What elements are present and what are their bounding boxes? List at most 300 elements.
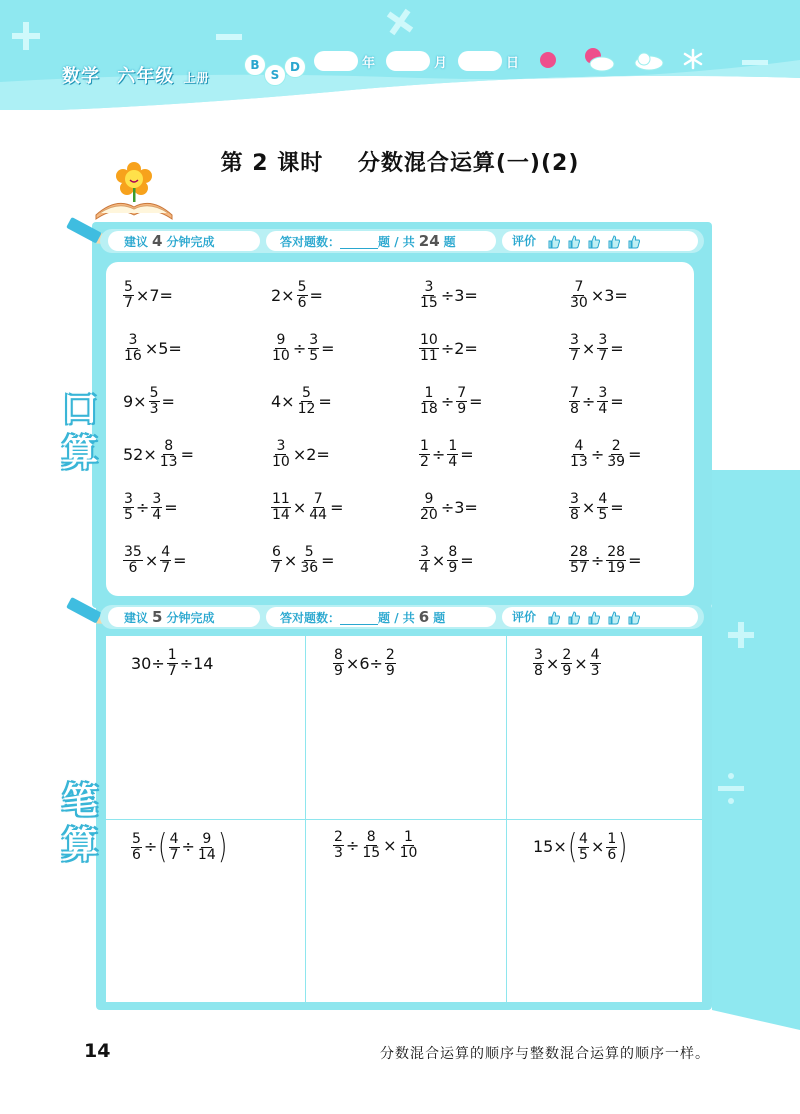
fraction	[590, 648, 601, 679]
fraction	[569, 492, 580, 523]
numerator: 28	[607, 544, 626, 560]
denominator: 12	[297, 401, 316, 417]
denominator: 14	[197, 846, 216, 863]
denominator: 7	[570, 348, 579, 364]
denominator: 4	[420, 560, 429, 576]
numerator: 3	[420, 544, 429, 560]
rating-label: 评价	[512, 234, 537, 248]
fraction	[297, 280, 308, 311]
expr-text: ÷	[440, 391, 455, 411]
edition-letter-s: S	[264, 64, 286, 86]
correct-count-field[interactable]	[340, 237, 378, 249]
fraction	[597, 333, 608, 364]
numerator: 2	[334, 829, 343, 845]
oral-problem	[270, 545, 336, 576]
oral-problem	[568, 386, 625, 417]
denominator: 5	[579, 846, 588, 863]
fraction	[569, 280, 589, 311]
numerator: 4	[574, 438, 584, 454]
expr-text: ×3=	[590, 285, 628, 305]
numerator: 8	[448, 544, 458, 560]
numerator: 1	[424, 385, 434, 401]
fraction	[561, 648, 572, 679]
fraction	[569, 333, 580, 364]
numerator: 5	[149, 385, 159, 401]
fraction	[271, 492, 291, 523]
numerator: 4	[590, 647, 600, 663]
written-side-label-1: 笔	[61, 781, 98, 822]
thumbs-up-icon[interactable]	[547, 611, 560, 625]
subject-label: 数学	[62, 66, 100, 87]
expr-text: =	[321, 550, 335, 570]
thumbs-up-icon[interactable]	[547, 235, 560, 249]
numerator: 3	[276, 438, 286, 454]
expr-text: 4×	[271, 391, 295, 411]
expr-text: ÷	[345, 835, 360, 855]
snowflake-icon[interactable]	[682, 48, 704, 70]
expr-text: ÷	[181, 837, 195, 856]
fraction	[399, 830, 419, 861]
expr-text: ×6÷	[345, 653, 383, 673]
numerator: 4	[598, 491, 608, 507]
denominator: 36	[300, 560, 319, 576]
numerator: 28	[570, 544, 588, 560]
denominator: 9	[385, 663, 395, 679]
denominator: 16	[124, 348, 142, 364]
numerator: 3	[570, 491, 579, 507]
expr-text: ÷	[135, 497, 150, 517]
fraction	[308, 333, 319, 364]
expr-text: ×	[581, 338, 596, 358]
expr-text: 52×	[123, 444, 157, 464]
numerator: 1	[420, 438, 429, 454]
fraction	[333, 830, 344, 861]
denominator: 39	[607, 454, 626, 470]
denominator: 9	[562, 663, 572, 679]
page-number: 14	[84, 1040, 111, 1062]
written-problem	[532, 648, 602, 679]
denominator: 6	[128, 560, 138, 576]
denominator: 15	[420, 295, 438, 311]
numerator: 3	[424, 279, 434, 295]
fraction	[123, 545, 143, 576]
expr-text: 9×	[123, 391, 147, 411]
day-label: 日	[506, 56, 520, 71]
expr-text: ÷	[581, 391, 596, 411]
fraction	[123, 280, 134, 311]
edition-letter-b: B	[244, 54, 266, 76]
expr-text: =	[318, 391, 332, 411]
expr-text: ×	[383, 835, 397, 855]
expr-text: =	[610, 497, 624, 517]
expr-text: =	[460, 444, 474, 464]
suggest-label: 建议	[124, 611, 149, 625]
total-suffix: 题	[433, 611, 446, 625]
denominator: 9	[334, 663, 343, 679]
oral-info-bar	[100, 229, 704, 253]
denominator: 11	[420, 348, 438, 364]
oral-problem	[418, 492, 479, 523]
oral-time-pill	[108, 231, 260, 251]
written-problem	[130, 827, 228, 867]
thumbs-up-icon[interactable]	[627, 235, 640, 249]
numerator: 7	[457, 385, 467, 401]
oral-problem	[418, 439, 475, 470]
denominator: 6	[297, 295, 307, 311]
fraction	[385, 648, 396, 679]
numerator: 1	[404, 829, 413, 845]
oral-problem	[418, 545, 475, 576]
denominator: 4	[448, 454, 458, 470]
rating-label: 评价	[512, 610, 537, 624]
divider-h	[106, 819, 702, 820]
fraction	[308, 492, 328, 523]
expr-text: =	[330, 497, 344, 517]
flower-book-icon	[94, 155, 176, 223]
fraction	[533, 648, 544, 679]
suggest-label: 建议	[124, 235, 149, 249]
year-label: 年	[362, 56, 376, 71]
expr-text: ×	[431, 550, 446, 570]
expr-text: =	[173, 550, 187, 570]
grade-label: 六年级	[117, 66, 175, 87]
denominator: 7	[272, 560, 281, 576]
expr-text: ÷3=	[440, 497, 478, 517]
parenthesis: (	[158, 827, 168, 867]
expr-text: =	[610, 338, 624, 358]
denominator: 7	[167, 663, 177, 679]
minutes-value: 4	[152, 232, 163, 250]
numerator: 5	[132, 830, 141, 847]
volume-label: 上册	[183, 71, 210, 85]
expr-text: ×	[283, 550, 298, 570]
expr-text: ×5=	[144, 338, 182, 358]
minutes-value: 5	[152, 608, 163, 626]
expr-text: ×	[545, 653, 560, 673]
numerator: 35	[124, 544, 142, 560]
numerator: 3	[534, 647, 543, 663]
numerator: 4	[169, 830, 179, 847]
denominator: 13	[570, 454, 588, 470]
numerator: 1	[448, 438, 458, 454]
numerator: 1	[607, 830, 617, 847]
fraction	[131, 832, 142, 863]
numerator: 7	[570, 385, 579, 401]
oral-problem	[270, 439, 331, 470]
denominator: 30	[570, 295, 588, 311]
expr-text: ×	[144, 550, 159, 570]
year-field[interactable]	[314, 51, 358, 71]
fraction	[160, 545, 171, 576]
numerator: 3	[570, 332, 579, 348]
numerator: 3	[309, 332, 319, 348]
fraction	[149, 386, 160, 417]
oral-problem	[122, 386, 176, 417]
denominator: 3	[590, 663, 600, 679]
denominator: 8	[534, 663, 543, 679]
numerator: 7	[574, 279, 584, 295]
denominator: 7	[161, 560, 171, 576]
minutes-suffix: 分钟完成	[166, 611, 215, 625]
numerator: 4	[161, 544, 171, 560]
expr-text: ÷	[143, 837, 158, 856]
correct-count-field[interactable]	[340, 613, 378, 625]
expr-text: ÷2=	[440, 338, 478, 358]
oral-problem	[270, 386, 333, 417]
numerator: 3	[152, 491, 162, 507]
fraction	[419, 439, 430, 470]
numerator: 5	[304, 544, 314, 560]
denominator: 20	[420, 507, 438, 523]
fraction	[123, 492, 134, 523]
fraction	[271, 545, 282, 576]
numerator: 8	[164, 438, 174, 454]
correct-label: 答对题数：	[280, 235, 341, 249]
fraction	[447, 545, 458, 576]
parenthesis: )	[618, 827, 628, 867]
fraction	[578, 832, 589, 863]
numerator: 9	[202, 830, 212, 847]
denominator: 6	[132, 846, 141, 863]
numerator: 5	[302, 385, 311, 401]
total-value: 24	[418, 232, 440, 250]
numerator: 8	[366, 829, 376, 845]
fraction	[333, 648, 344, 679]
expr-text: ×7=	[135, 285, 173, 305]
oral-problem	[122, 439, 195, 470]
fraction	[419, 386, 439, 417]
denominator: 57	[570, 560, 588, 576]
denominator: 7	[169, 846, 179, 863]
thumbs-up-icon[interactable]	[607, 235, 620, 249]
expr-text: =	[161, 391, 175, 411]
denominator: 5	[309, 348, 319, 364]
edition-letter-d: D	[284, 56, 306, 78]
footer-note: 分数混合运算的顺序与整数混合运算的顺序一样。	[380, 1046, 710, 1062]
parenthesis: (	[567, 827, 578, 867]
numerator: 9	[424, 491, 434, 507]
numerator: 2	[562, 647, 572, 663]
denominator: 7	[598, 348, 608, 364]
expr-text: ÷	[590, 444, 605, 464]
total-value: 6	[418, 608, 430, 626]
fraction	[419, 545, 430, 576]
oral-score-pill	[266, 231, 496, 251]
thumbs-up-icon[interactable]	[587, 235, 600, 249]
fraction	[419, 333, 439, 364]
written-time-pill	[108, 607, 260, 627]
total-suffix: 题	[443, 235, 456, 249]
expr-text: =	[469, 391, 483, 411]
expr-text: ÷3=	[440, 285, 478, 305]
expr-text: =	[628, 550, 642, 570]
expr-text: ÷	[292, 338, 307, 358]
oral-problem	[568, 280, 629, 311]
denominator: 13	[159, 454, 178, 470]
fraction	[271, 439, 291, 470]
fraction	[169, 832, 180, 863]
correct-label: 答对题数：	[280, 611, 341, 625]
oral-problem	[270, 492, 344, 523]
numerator: 3	[128, 332, 138, 348]
fraction	[159, 439, 179, 470]
expr-text: =	[321, 338, 335, 358]
thumbs-up-icon[interactable]	[627, 611, 640, 625]
oral-problem	[122, 280, 174, 311]
denominator: 19	[607, 560, 626, 576]
expr-text: ÷	[431, 444, 446, 464]
numerator: 2	[385, 647, 395, 663]
written-rating-pill	[502, 607, 698, 627]
expr-text: 2×	[271, 285, 295, 305]
fraction	[271, 333, 291, 364]
denominator: 4	[598, 401, 608, 417]
written-info-bar	[100, 605, 704, 629]
numerator: 8	[334, 647, 343, 663]
expr-text: =	[628, 444, 642, 464]
numerator: 11	[272, 491, 290, 507]
written-problem	[532, 827, 628, 867]
fraction	[606, 439, 626, 470]
fraction	[569, 386, 580, 417]
numerator: 6	[272, 544, 281, 560]
numerator: 1	[167, 647, 177, 663]
denominator: 9	[457, 401, 467, 417]
expr-text: ×	[590, 837, 605, 856]
fraction	[167, 648, 178, 679]
written-score-pill	[266, 607, 496, 627]
fraction	[606, 832, 617, 863]
denominator: 5	[598, 507, 608, 523]
sun-icon[interactable]	[540, 52, 556, 68]
oral-problem	[568, 545, 642, 576]
fraction	[569, 545, 589, 576]
denominator: 2	[420, 454, 429, 470]
numerator: 9	[276, 332, 286, 348]
written-problem	[130, 648, 214, 679]
total-prefix: 题 / 共	[378, 235, 415, 249]
denominator: 10	[272, 348, 290, 364]
denominator: 44	[309, 507, 328, 523]
cloud-icon[interactable]	[632, 50, 666, 72]
denominator: 4	[152, 507, 162, 523]
fraction	[197, 832, 217, 863]
denominator: 7	[124, 295, 133, 311]
expr-text: ×	[574, 653, 588, 673]
denominator: 5	[124, 507, 133, 523]
fraction	[297, 386, 317, 417]
denominator: 8	[570, 507, 579, 523]
oral-problem	[270, 280, 324, 311]
side-decoration	[700, 470, 800, 1030]
fraction	[606, 545, 626, 576]
numerator: 5	[297, 279, 307, 295]
written-side-label-2: 算	[61, 825, 98, 866]
numerator: 3	[598, 332, 608, 348]
oral-problem	[418, 280, 479, 311]
expr-text: ×	[292, 497, 307, 517]
oral-problem	[418, 333, 479, 364]
lesson-title: 第 2 课时 分数混合运算(一)(2)	[220, 151, 580, 176]
total-prefix: 题 / 共	[378, 611, 415, 625]
oral-problem	[568, 492, 625, 523]
oral-rating-pill	[502, 231, 698, 251]
oral-problem	[122, 333, 183, 364]
numerator: 3	[598, 385, 608, 401]
oral-side-label-1: 口	[61, 389, 98, 430]
written-problem	[332, 648, 397, 679]
fraction	[456, 386, 467, 417]
denominator: 3	[334, 845, 343, 861]
denominator: 9	[448, 560, 458, 576]
denominator: 8	[570, 401, 579, 417]
minutes-suffix: 分钟完成	[166, 235, 215, 249]
numerator: 7	[313, 491, 323, 507]
expr-text: =	[180, 444, 194, 464]
sun-cloud-icon[interactable]	[582, 46, 616, 72]
expr-text: ×2=	[292, 444, 330, 464]
thumbs-up-icon[interactable]	[607, 611, 620, 625]
expr-text: =	[610, 391, 624, 411]
fraction	[569, 439, 589, 470]
oral-problem	[122, 545, 188, 576]
denominator: 3	[149, 401, 159, 417]
expr-text: ÷	[590, 550, 605, 570]
month-field[interactable]	[386, 51, 430, 71]
expr-text: =	[460, 550, 474, 570]
fraction	[447, 439, 458, 470]
fraction	[597, 386, 608, 417]
fraction	[419, 280, 439, 311]
expr-text: ×	[581, 497, 596, 517]
denominator: 10	[272, 454, 290, 470]
denominator: 14	[272, 507, 290, 523]
expr-text: 15×	[533, 837, 567, 856]
oral-problem	[270, 333, 336, 364]
denominator: 18	[420, 401, 438, 417]
fraction	[299, 545, 319, 576]
denominator: 15	[362, 845, 381, 861]
expr-text: =	[309, 285, 323, 305]
day-field[interactable]	[458, 51, 502, 71]
month-label: 月	[434, 56, 448, 71]
expr-text: 30÷	[131, 653, 165, 673]
oral-problem	[122, 492, 179, 523]
thumbs-up-icon[interactable]	[587, 611, 600, 625]
numerator: 4	[579, 830, 588, 847]
numerator: 2	[611, 438, 621, 454]
fraction	[151, 492, 162, 523]
denominator: 10	[399, 845, 418, 861]
numerator: 5	[124, 279, 133, 295]
numerator: 3	[124, 491, 133, 507]
parenthesis: )	[217, 827, 228, 867]
thumbs-up-icon[interactable]	[567, 235, 580, 249]
fraction	[361, 830, 381, 861]
written-problem	[332, 830, 419, 861]
thumbs-up-icon[interactable]	[567, 611, 580, 625]
fraction	[123, 333, 143, 364]
oral-problem	[568, 439, 642, 470]
fraction	[597, 492, 608, 523]
denominator: 6	[607, 846, 617, 863]
header-title	[62, 62, 210, 88]
oral-problem	[418, 386, 484, 417]
expr-text: =	[164, 497, 178, 517]
numerator: 10	[420, 332, 438, 348]
oral-problem	[568, 333, 625, 364]
fraction	[419, 492, 439, 523]
